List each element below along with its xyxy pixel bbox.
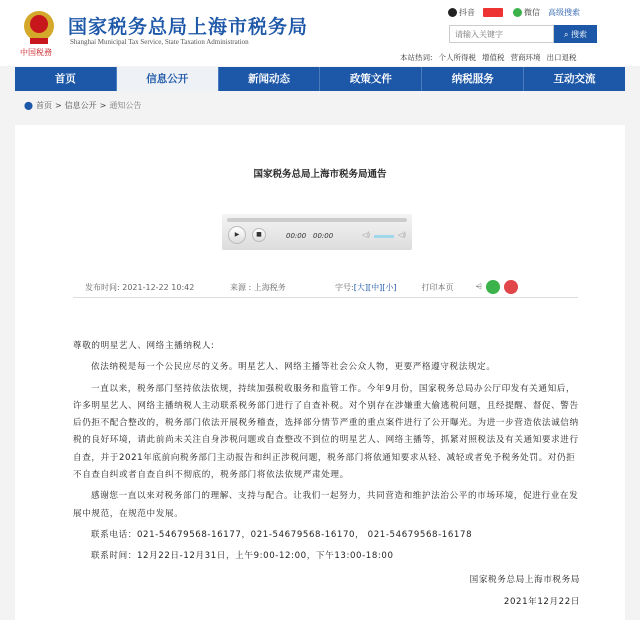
breadcrumb [24, 100, 141, 111]
source: 来源 : 上海税务 [230, 282, 286, 292]
nav-policy[interactable]: 政策文件 [320, 67, 422, 91]
article-meta [85, 280, 585, 294]
site-title[interactable]: 国家税务总局上海市税务局 [68, 16, 309, 38]
hot-word[interactable]: 个人所得税 [438, 53, 477, 62]
publish-date: 发布时间: 2021-12-22 10:42 [85, 282, 195, 292]
nav-home[interactable]: 首页 [15, 67, 117, 91]
paragraph: 一直以来，税务部门坚持依法依规，持续加强税收服务和监管工作。今年9月份，国家税务总局办公厅印发有关通知后，许多明星艺人、网络主播纳税人主动联系税务部门进行了自查补税。对个别存在涉嫌重大偷逃税问题，且经提醒、督促、警告后仍拒不配合整改的，税务部门依法开展税务稽查，选择部分情节严重的重点案件进行了公开曝光。为进一步营造依法诚信纳税的良好环境，请此前尚未关注自身涉税问题或自查整改不到位的明星艺人、网络主播等，抓紧对照税法及有关通知要求进行自查，并于2021年底前向税务部门主动报告和纠正涉税问题，税务部门将依通知要求从轻、减轻或者免予税务处罚。对仍拒不自查自纠或者自查自纠不彻底的，税务部门将依法依规严肃处理。 [73, 383, 579, 481]
hot-label: 本站热词: [400, 53, 433, 62]
breadcrumb-sep: > [99, 101, 107, 110]
nav-info-disclosure[interactable]: 信息公开 [117, 67, 219, 91]
location-pin-icon: ⬤ [24, 101, 33, 110]
volume-max-icon[interactable]: ◁) [398, 231, 407, 239]
douyin-link[interactable] [448, 7, 475, 18]
volume-slider[interactable] [374, 235, 394, 238]
wechat-link[interactable] [513, 7, 540, 18]
contact-phone: 联系电话：021-54679568-16177，021-54679568-16170， 021-54679568-16178 [91, 529, 473, 540]
print-link[interactable]: 打印本页 [421, 282, 454, 292]
audio-player [222, 214, 412, 250]
national-emblem-icon [18, 6, 60, 50]
weibo-share-icon[interactable] [504, 280, 518, 294]
audio-progress-bar[interactable] [227, 218, 407, 222]
play-button[interactable]: ▶ [228, 226, 246, 244]
hot-word[interactable]: 出口退税 [546, 53, 577, 62]
meta-divider [73, 297, 578, 298]
font-size-large[interactable]: [大] [353, 282, 368, 292]
font-size-label: 字号: [335, 282, 354, 292]
weibo-link[interactable] [483, 8, 505, 17]
weibo-icon [483, 8, 503, 17]
hot-word[interactable]: 增值税 [482, 53, 505, 62]
font-size-medium[interactable]: [中] [367, 282, 383, 292]
current-time: 00:00 [286, 232, 307, 240]
search-button[interactable]: ⌕ 搜索 [554, 25, 597, 43]
stop-button[interactable]: ■ [252, 228, 266, 242]
wechat-label: 微信 [524, 8, 540, 17]
logo-signature: 中国税務 [20, 48, 52, 57]
main-nav [15, 67, 625, 91]
douyin-label: 抖音 [459, 8, 475, 17]
signature: 国家税务总局上海市税务局 [469, 574, 580, 585]
site-subtitle: Shanghai Municipal Tax Service, State Taxation Administration [70, 38, 249, 46]
douyin-icon [448, 8, 457, 17]
breadcrumb-info[interactable]: 信息公开 [64, 101, 97, 110]
volume-icon[interactable]: ◁) [362, 231, 371, 239]
greeting: 尊敬的明星艺人、网络主播纳税人: [73, 341, 215, 351]
breadcrumb-sep: > [54, 101, 62, 110]
advanced-search-link[interactable]: 高级搜索 [548, 8, 580, 17]
paragraph: 依法纳税是每一个公民应尽的义务。明星艺人、网络主播等社会公众人物，更要严格遵守税法规定。 [91, 362, 496, 373]
search-button-label: 搜索 [571, 29, 588, 39]
search-box [449, 25, 597, 43]
breadcrumb-home[interactable]: 首页 [35, 101, 52, 110]
breadcrumb-notice[interactable]: 通知公告 [109, 101, 142, 110]
contact-time: 联系时间：12月22日-12月31日，上午9:00-12:00，下午13:00-18:00 [91, 551, 394, 562]
wechat-share-icon[interactable] [486, 280, 500, 294]
font-size-small[interactable]: [小] [382, 282, 397, 292]
share-icon[interactable]: ⩤ [475, 282, 482, 291]
total-time: 00:00 [313, 232, 334, 240]
article-body [73, 338, 580, 615]
hot-words [400, 52, 577, 63]
paragraph: 感谢您一直以来对税务部门的理解、支持与配合。让我们一起努力，共同营造和维护法治公平的市场环境，促进行业在发展中规范，在规范中发展。 [73, 491, 579, 519]
search-input[interactable] [449, 25, 554, 43]
hot-word[interactable]: 营商环境 [510, 53, 541, 62]
nav-tax-service[interactable]: 纳税服务 [422, 67, 524, 91]
nav-interaction[interactable]: 互动交流 [553, 73, 596, 85]
site-header [0, 0, 640, 66]
article-title: 国家税务总局上海市税务局通告 [253, 169, 387, 180]
wechat-icon [513, 8, 522, 17]
nav-news[interactable]: 新闻动态 [219, 67, 321, 91]
signature-date: 2021年12月22日 [503, 596, 580, 607]
